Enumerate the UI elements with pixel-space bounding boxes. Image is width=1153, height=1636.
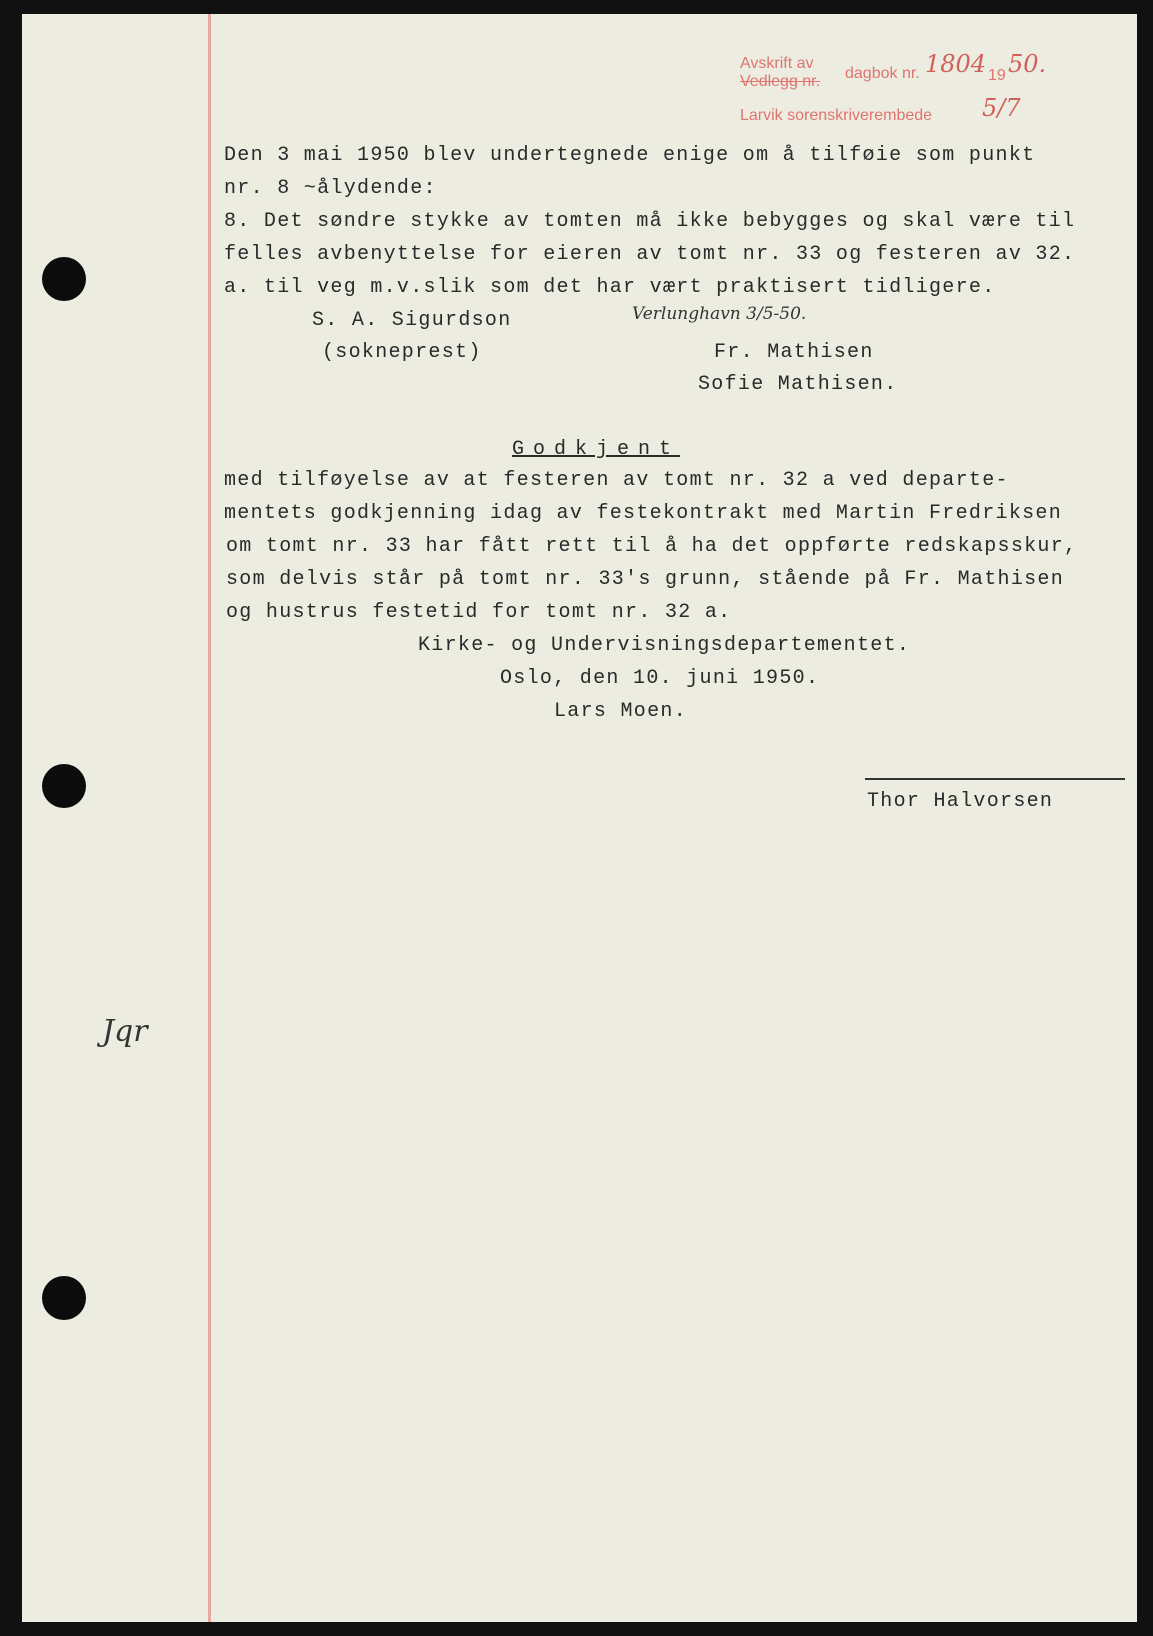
signature-left-title: (sokneprest) — [322, 341, 482, 364]
stamp-line2: Vedlegg nr. — [740, 73, 821, 90]
handwritten-place-date: Verlunghavn 3/5-50. — [632, 304, 807, 324]
closing-signer: Lars Moen. — [554, 700, 688, 723]
stamp-date: 5/7 — [982, 94, 1021, 122]
punch-hole — [42, 1276, 86, 1320]
stamp-year-suffix: 50. — [1008, 50, 1047, 78]
stamp-dagbok-label: dagbok nr. — [845, 65, 920, 82]
text-line: om tomt nr. 33 har fått rett til å ha det oppførte redskapsskur, — [226, 535, 1078, 558]
heading-godkjent: Godkjent — [512, 438, 681, 461]
margin-initials: Jqr — [102, 1014, 148, 1049]
text-line: og hustrus festetid for tomt nr. 32 a. — [226, 601, 732, 624]
stamp-office: Larvik sorenskriverembede — [740, 107, 933, 124]
text-line: 8. Det søndre stykke av tomten må ikke bebygges og skal være til — [224, 210, 1076, 233]
document-page — [22, 14, 1137, 1622]
text-line: nr. 8 ~ålydende: — [224, 177, 437, 200]
signature-right-name1: Fr. Mathisen — [714, 341, 874, 364]
text-line: Den 3 mai 1950 blev undertegnede enige om å tilføie som punkt — [224, 144, 1036, 167]
margin-line — [208, 14, 211, 1622]
closing-second-signer: Thor Halvorsen — [867, 790, 1054, 813]
signature-right-name2: Sofie Mathisen. — [698, 373, 898, 396]
closing-place-date: Oslo, den 10. juni 1950. — [500, 667, 820, 690]
stamp-line1: Avskrift av — [740, 55, 814, 72]
text-line: mentets godkjenning idag av festekontrakt med Martin Fredriksen — [224, 502, 1063, 525]
text-line: som delvis står på tomt nr. 33's grunn, stående på Fr. Mathisen — [226, 568, 1065, 591]
text-line: a. til veg m.v.slik som det har vært praktisert tidligere. — [224, 276, 996, 299]
punch-hole — [42, 257, 86, 301]
text-line: felles avbenyttelse for eieren av tomt nr. 33 og festeren av 32. — [224, 243, 1076, 266]
signature-left-name: S. A. Sigurdson — [312, 309, 512, 332]
stamp-year-prefix: 19 — [988, 67, 1006, 84]
text-line: med tilføyelse av at festeren av tomt nr. 32 a ved departe- — [224, 469, 1009, 492]
closing-department: Kirke- og Undervisningsdepartementet. — [418, 634, 911, 657]
stamp-dagbok-number: 1804 — [925, 50, 987, 78]
punch-hole — [42, 764, 86, 808]
signature-rule — [865, 778, 1125, 780]
